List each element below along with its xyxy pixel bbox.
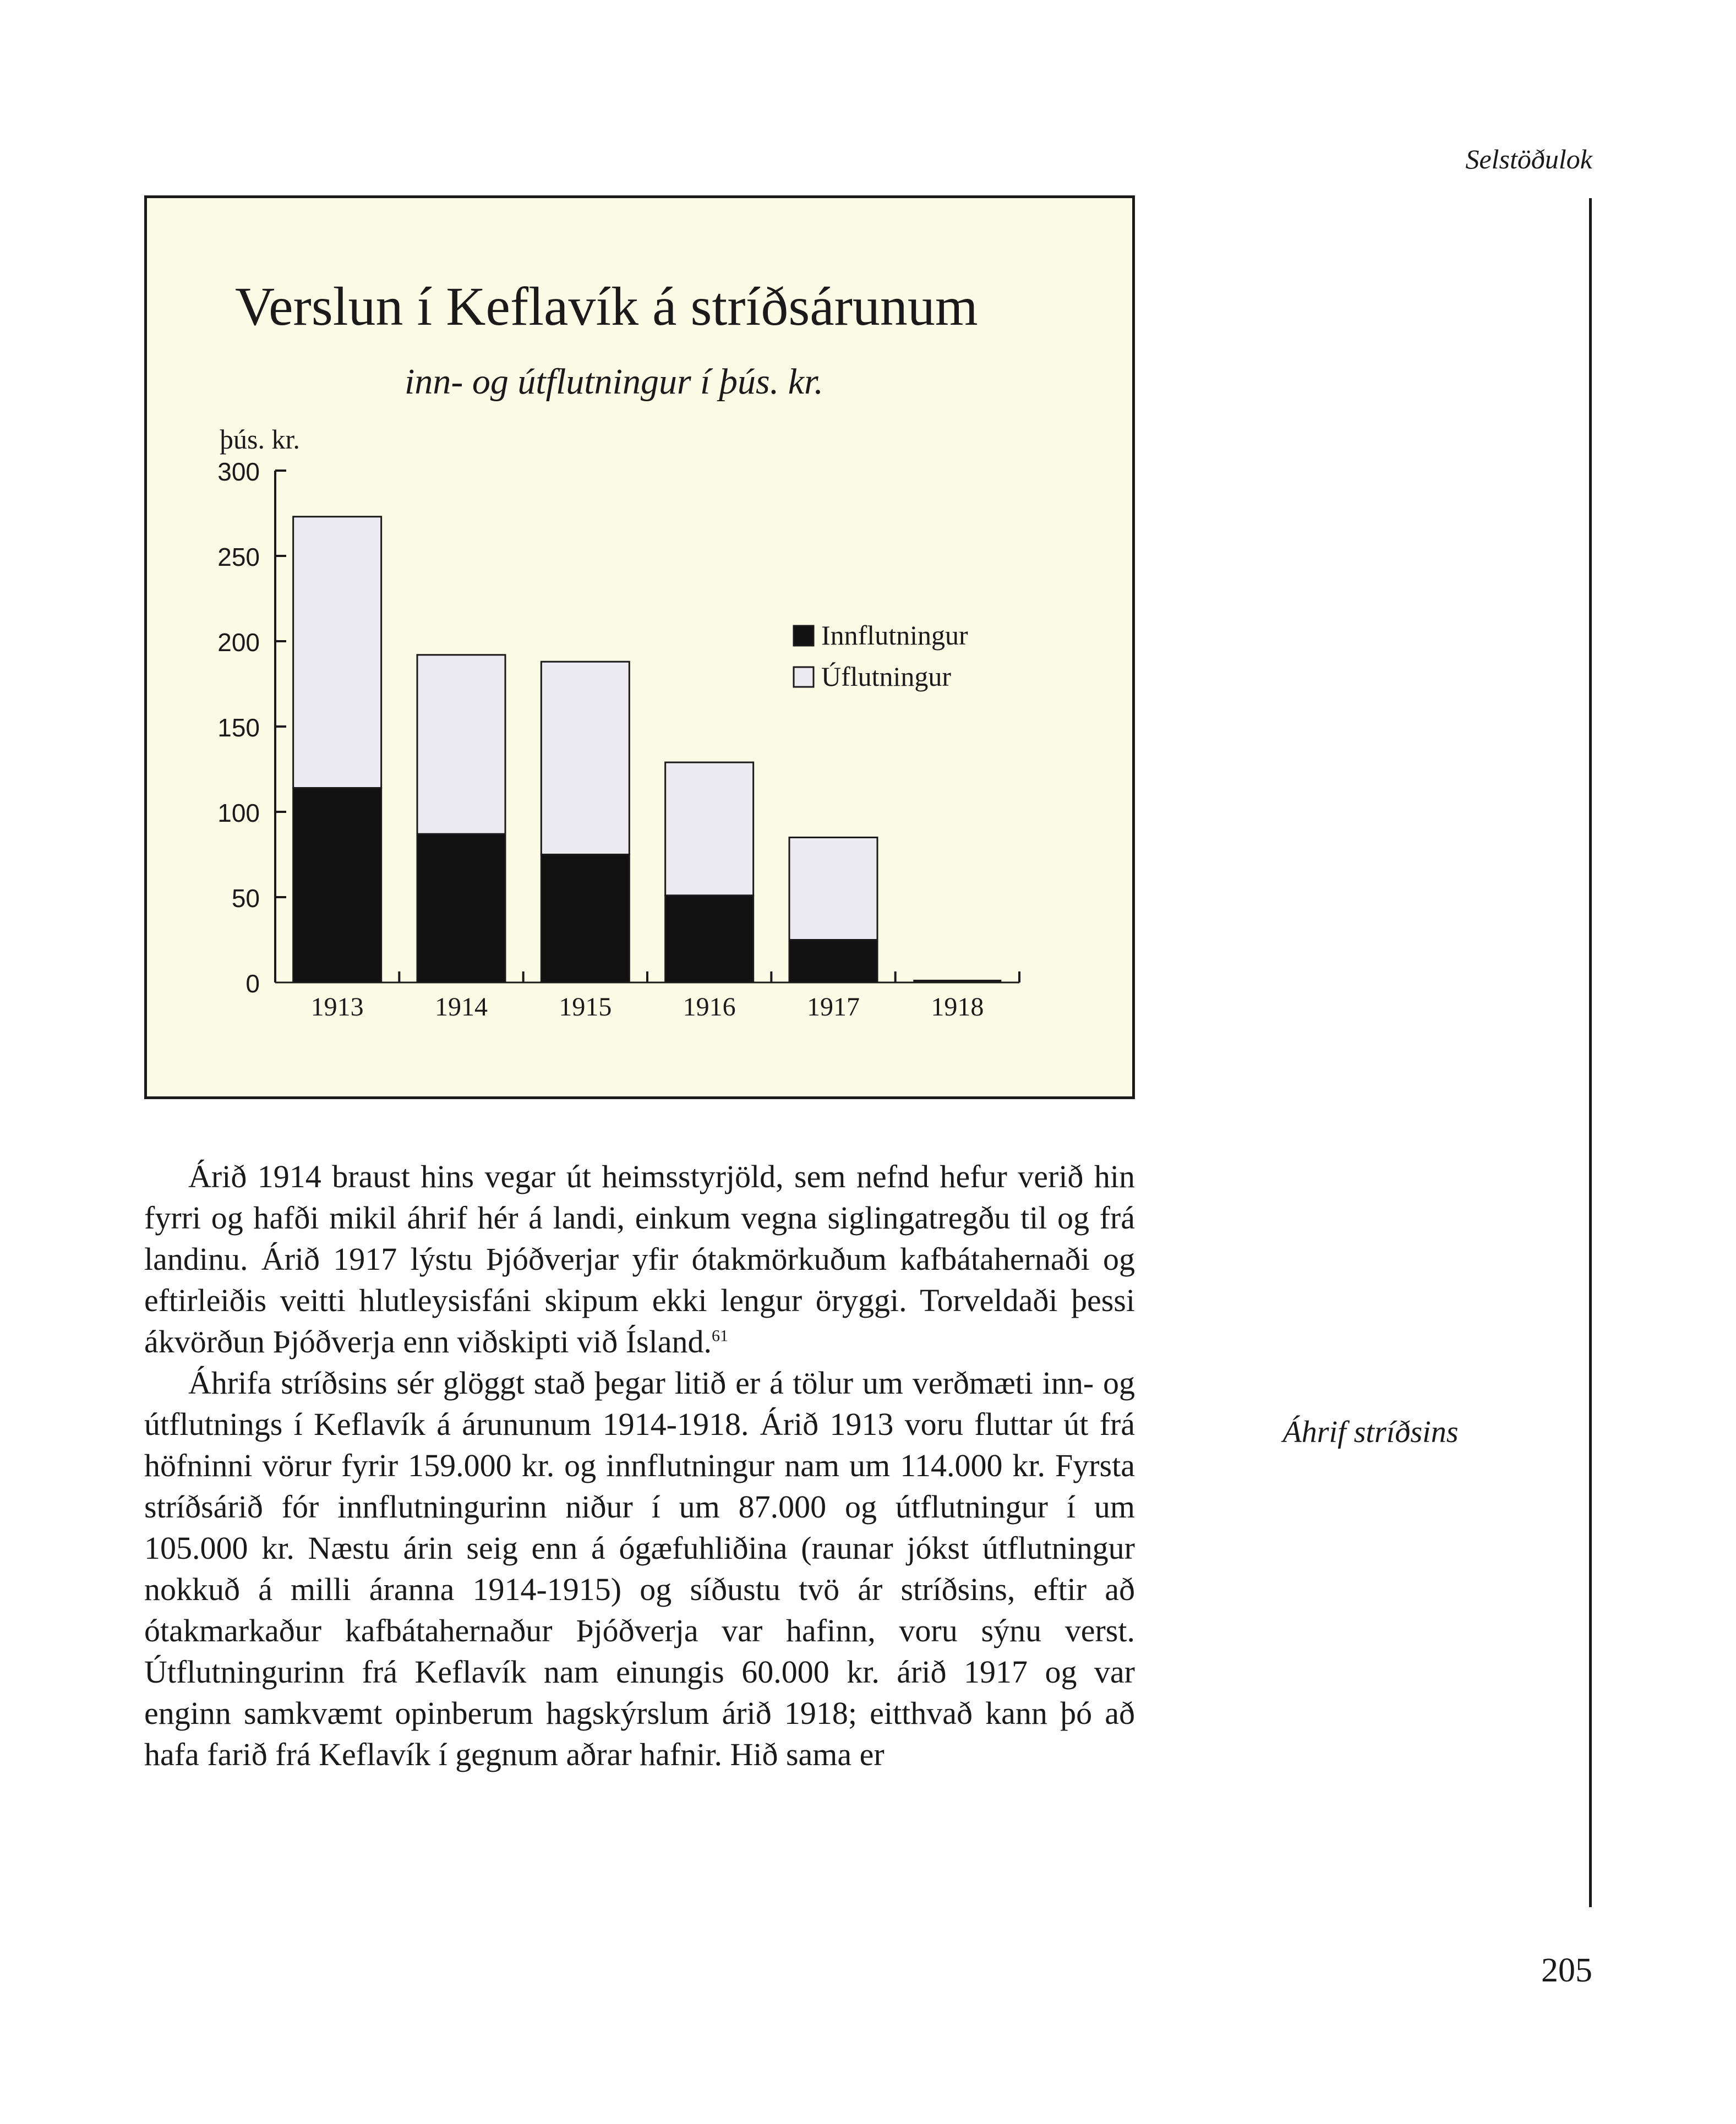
bar-innflutningur-1917 — [789, 940, 877, 983]
x-tick-label: 1914 — [435, 992, 488, 1022]
running-head: Selstöðulok — [1465, 144, 1592, 174]
body-text — [144, 1156, 1135, 1775]
x-tick-label: 1915 — [559, 992, 612, 1022]
bar-utflutningur-1913 — [293, 517, 381, 788]
x-tick-label: 1917 — [807, 992, 860, 1022]
y-tick-label: 150 — [217, 713, 260, 742]
page-number: 205 — [1541, 1952, 1592, 1989]
bar-utflutningur-1916 — [665, 762, 754, 896]
y-tick-label: 50 — [231, 884, 260, 913]
y-tick-label: 300 — [217, 457, 260, 486]
bar-innflutningur-1915 — [541, 855, 629, 983]
y-tick-label: 250 — [217, 543, 260, 571]
margin-rule — [1589, 198, 1592, 1907]
y-axis-label: þús. kr. — [220, 424, 300, 455]
legend-label: Innflutningur — [821, 620, 968, 651]
legend-swatch-innflutningur — [794, 626, 814, 646]
plot-area — [217, 457, 1019, 1022]
paragraph-1: Árið 1914 braust hins vegar út heimsstyrjöld, sem nefnd hefur verið hin fyrri og hafði mikil áhrif hér á landi, einkum vegna siglingatregðu til og frá landinu. Árið 1917 lýstu Þjóðverjar yfir ótakmörkuðum kafbátahernaði og eftirleiðis veitti hlutleysisfáni skipum ekki lengur öryggi. Torveldaði þessi ákvörðun Þjóðverja enn viðskipti við Ísland.$^{61}$ — [144, 1159, 1135, 1359]
y-tick-label: 200 — [217, 628, 260, 657]
chart-title: Verslun í Keflavík á stríðsárunum — [235, 276, 978, 337]
margin-note: Áhrif stríðsins — [1282, 1415, 1459, 1449]
legend-swatch-utflutningur — [794, 667, 814, 687]
x-tick-label: 1918 — [931, 992, 984, 1022]
x-tick-label: 1916 — [683, 992, 736, 1022]
bar-utflutningur-1917 — [789, 838, 877, 940]
chart-subtitle: inn- og útflutningur í þús. kr. — [405, 362, 823, 402]
chart-legend — [794, 620, 968, 692]
bar-innflutningur-1914 — [417, 834, 505, 982]
y-tick-label: 0 — [245, 969, 260, 998]
bar-utflutningur-1914 — [417, 655, 505, 834]
bar-innflutningur-1913 — [293, 788, 381, 982]
chart-figure — [144, 195, 1135, 1099]
bar-utflutningur-1915 — [541, 662, 629, 854]
bar-innflutningur-1916 — [665, 896, 754, 982]
chart-svg — [147, 198, 1132, 1096]
legend-label: Úflutningur — [821, 661, 952, 692]
footnote-ref: 61 — [711, 1326, 728, 1345]
paragraph-2: Áhrifa stríðsins sér glöggt stað þegar litið er á tölur um verðmæti inn- og útflutnings í Keflavík á árununum 1914-1918. Árið 1913 voru fluttar út frá höfninni vörur fyrir 159.000 kr. og innflutningur nam um 114.000 kr. Fyrsta stríðsárið fór innflutningurinn niður í um 87.000 og útflutningur í um 105.000 kr. Næstu árin seig enn á ógæfuhliðina (raunar jókst útflutningur nokkuð á milli áranna 1914-1915) og síðustu tvö ár stríðsins, eftir að ótakmarkaður kafbátahernaður Þjóðverja var hafinn, voru sýnu verst. Útflutningurinn frá Keflavík nam einungis 60.000 kr. árið 1917 og var enginn samkvæmt opinberum hagskýrslum árið 1918; eitthvað kann þó að hafa farið frá Keflavík í gegnum aðrar hafnir. Hið sama er — [144, 1365, 1135, 1772]
y-tick-label: 100 — [217, 799, 260, 827]
x-tick-label: 1913 — [310, 992, 364, 1022]
